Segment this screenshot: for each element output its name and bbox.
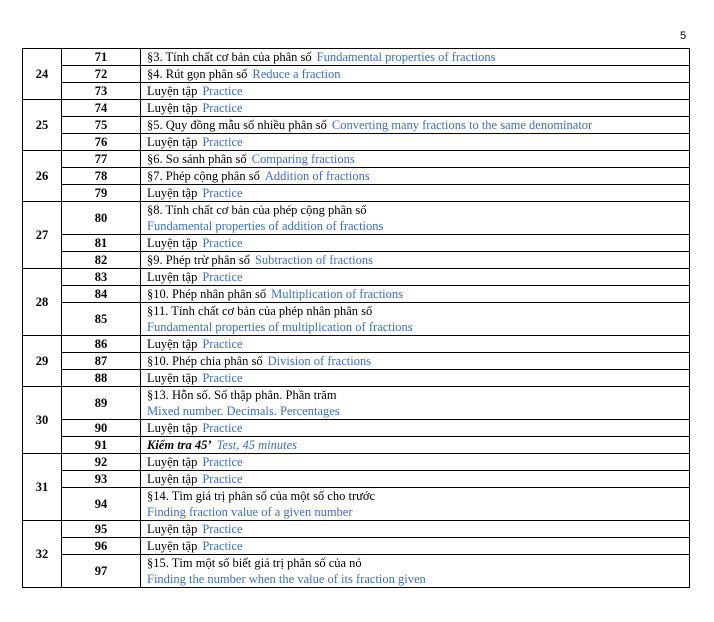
table-row <box>23 370 690 387</box>
lesson-title-vi: §9. Phép trừ phân số <box>147 253 250 267</box>
lesson-title <box>141 555 690 588</box>
lesson-number: 96 <box>62 538 141 555</box>
lesson-number: 91 <box>62 437 141 454</box>
lesson-title-en: Practice <box>202 472 243 486</box>
lesson-title-en: Practice <box>202 270 243 284</box>
lesson-title-en: Finding fraction value of a given number <box>147 505 353 519</box>
week-number: 32 <box>23 521 62 588</box>
table-row <box>23 387 690 420</box>
lesson-number: 97 <box>62 555 141 588</box>
lesson-title-vi: Luyện tập <box>147 421 198 435</box>
lesson-title-vi: §5. Quy đồng mẫu số nhiều phân số <box>147 118 327 132</box>
week-number: 24 <box>23 49 62 100</box>
week-number: 29 <box>23 336 62 387</box>
lesson-title-en: Division of fractions <box>267 354 372 368</box>
lesson-title <box>141 117 690 134</box>
lesson-title-vi: §4. Rút gọn phân số <box>147 67 248 81</box>
lesson-number: 84 <box>62 286 141 303</box>
lesson-title-en: Practice <box>202 522 243 536</box>
lesson-title <box>141 100 690 117</box>
lesson-number: 93 <box>62 471 141 488</box>
table-row <box>23 353 690 370</box>
lesson-title-en: Practice <box>202 539 243 553</box>
week-number: 28 <box>23 269 62 336</box>
lesson-title <box>141 387 690 420</box>
week-number: 26 <box>23 151 62 202</box>
week-number: 27 <box>23 202 62 269</box>
lesson-number: 77 <box>62 151 141 168</box>
lesson-number: 92 <box>62 454 141 471</box>
table-row <box>23 252 690 269</box>
lesson-title-vi: Luyện tập <box>147 472 198 486</box>
table-row <box>23 437 690 454</box>
lesson-title-en: Fundamental properties of multiplication of fractions <box>147 320 413 334</box>
lesson-title-vi: §14. Tìm giá trị phân số của một số cho trước <box>147 489 376 503</box>
lesson-title-en: Reduce a fraction <box>252 67 341 81</box>
lesson-number: 90 <box>62 420 141 437</box>
table-row <box>23 100 690 117</box>
table-row <box>23 420 690 437</box>
lesson-title-en: Practice <box>202 236 243 250</box>
lesson-title-vi: Luyện tập <box>147 135 198 149</box>
lesson-number: 88 <box>62 370 141 387</box>
lesson-title-vi: §8. Tính chất cơ bản của phép cộng phân số <box>147 203 367 217</box>
table-row <box>23 454 690 471</box>
lesson-title-en: Comparing fractions <box>251 152 355 166</box>
lesson-title <box>141 488 690 521</box>
table-row <box>23 49 690 66</box>
lesson-title-en: Practice <box>202 84 243 98</box>
table-row <box>23 185 690 202</box>
lesson-title <box>141 252 690 269</box>
lesson-number: 83 <box>62 269 141 286</box>
table-row <box>23 151 690 168</box>
lesson-number: 80 <box>62 202 141 235</box>
lesson-title-en: Converting many fractions to the same denominator <box>331 118 593 132</box>
lesson-title <box>141 168 690 185</box>
lesson-title <box>141 353 690 370</box>
table-row <box>23 202 690 235</box>
lesson-title-en: Practice <box>202 186 243 200</box>
lesson-title <box>141 538 690 555</box>
lesson-title-en: Finding the number when the value of its fraction given <box>147 572 426 586</box>
lesson-title-vi: Luyện tập <box>147 101 198 115</box>
lesson-title-en: Practice <box>202 337 243 351</box>
lesson-title-en: Fundamental properties of addition of fractions <box>147 219 384 233</box>
lesson-title-vi: Luyện tập <box>147 84 198 98</box>
lesson-number: 79 <box>62 185 141 202</box>
table-row <box>23 117 690 134</box>
lesson-title-vi: §10. Phép nhân phân số <box>147 287 267 301</box>
table-row <box>23 286 690 303</box>
lesson-title-vi: Luyện tập <box>147 522 198 536</box>
table-row <box>23 336 690 353</box>
table-row <box>23 538 690 555</box>
lesson-title <box>141 269 690 286</box>
lesson-number: 86 <box>62 336 141 353</box>
table-row <box>23 66 690 83</box>
lesson-title-vi: §11. Tính chất cơ bản của phép nhân phân số <box>147 304 373 318</box>
lesson-title-vi: §7. Phép cộng phân số <box>147 169 260 183</box>
lesson-title-en: Addition of fractions <box>264 169 370 183</box>
lesson-title-en: Practice <box>202 455 243 469</box>
lesson-title <box>141 303 690 336</box>
lesson-title <box>141 370 690 387</box>
lesson-number: 74 <box>62 100 141 117</box>
table-row <box>23 521 690 538</box>
table-row <box>23 303 690 336</box>
table-row <box>23 488 690 521</box>
lesson-title <box>141 235 690 252</box>
table-row <box>23 269 690 286</box>
lesson-plan-body <box>23 49 690 588</box>
page-number: 5 <box>680 30 687 42</box>
lesson-title-vi: §10. Phép chia phân số <box>147 354 263 368</box>
lesson-title <box>141 185 690 202</box>
lesson-plan-table <box>22 48 690 588</box>
lesson-title-vi: Luyện tập <box>147 539 198 553</box>
table-row <box>23 168 690 185</box>
lesson-number: 95 <box>62 521 141 538</box>
lesson-number: 76 <box>62 134 141 151</box>
lesson-title-en: Test, 45 minutes <box>216 438 298 452</box>
lesson-title-en: Practice <box>202 421 243 435</box>
lesson-title <box>141 471 690 488</box>
lesson-number: 94 <box>62 488 141 521</box>
lesson-title <box>141 420 690 437</box>
lesson-number: 71 <box>62 49 141 66</box>
lesson-title-vi: Luyện tập <box>147 337 198 351</box>
lesson-title-en: Fundamental properties of fractions <box>316 50 496 64</box>
lesson-title <box>141 66 690 83</box>
lesson-title-en: Multiplication of fractions <box>271 287 404 301</box>
week-number: 31 <box>23 454 62 521</box>
table-row <box>23 555 690 588</box>
lesson-title-vi: §13. Hỗn số. Số thập phân. Phần trăm <box>147 388 337 402</box>
lesson-number: 82 <box>62 252 141 269</box>
lesson-number: 75 <box>62 117 141 134</box>
lesson-title-vi: §15. Tìm một số biết giá trị phân số của nó <box>147 556 362 570</box>
lesson-number: 87 <box>62 353 141 370</box>
lesson-number: 89 <box>62 387 141 420</box>
lesson-title <box>141 286 690 303</box>
lesson-title <box>141 151 690 168</box>
lesson-title-vi: Luyện tập <box>147 270 198 284</box>
lesson-title-vi: Kiểm tra 45’ <box>147 438 212 452</box>
lesson-title-en: Mixed number. Decimals. Percentages <box>147 404 340 418</box>
lesson-title-vi: Luyện tập <box>147 455 198 469</box>
lesson-title-vi: §6. So sánh phân số <box>147 152 247 166</box>
lesson-title <box>141 83 690 100</box>
lesson-title-en: Practice <box>202 371 243 385</box>
lesson-title-en: Practice <box>202 101 243 115</box>
table-row <box>23 235 690 252</box>
lesson-title <box>141 454 690 471</box>
lesson-title-vi: Luyện tập <box>147 236 198 250</box>
lesson-title <box>141 202 690 235</box>
lesson-number: 81 <box>62 235 141 252</box>
lesson-title <box>141 336 690 353</box>
week-number: 30 <box>23 387 62 454</box>
lesson-number: 72 <box>62 66 141 83</box>
lesson-title-en: Subtraction of fractions <box>254 253 373 267</box>
lesson-title <box>141 437 690 454</box>
lesson-title-vi: Luyện tập <box>147 186 198 200</box>
week-number: 25 <box>23 100 62 151</box>
lesson-title <box>141 521 690 538</box>
lesson-number: 78 <box>62 168 141 185</box>
lesson-title-vi: §3. Tính chất cơ bản của phân số <box>147 50 312 64</box>
lesson-title <box>141 134 690 151</box>
lesson-number: 85 <box>62 303 141 336</box>
lesson-number: 73 <box>62 83 141 100</box>
table-row <box>23 134 690 151</box>
table-row <box>23 83 690 100</box>
lesson-title <box>141 49 690 66</box>
lesson-title-vi: Luyện tập <box>147 371 198 385</box>
table-row <box>23 471 690 488</box>
lesson-title-en: Practice <box>202 135 243 149</box>
